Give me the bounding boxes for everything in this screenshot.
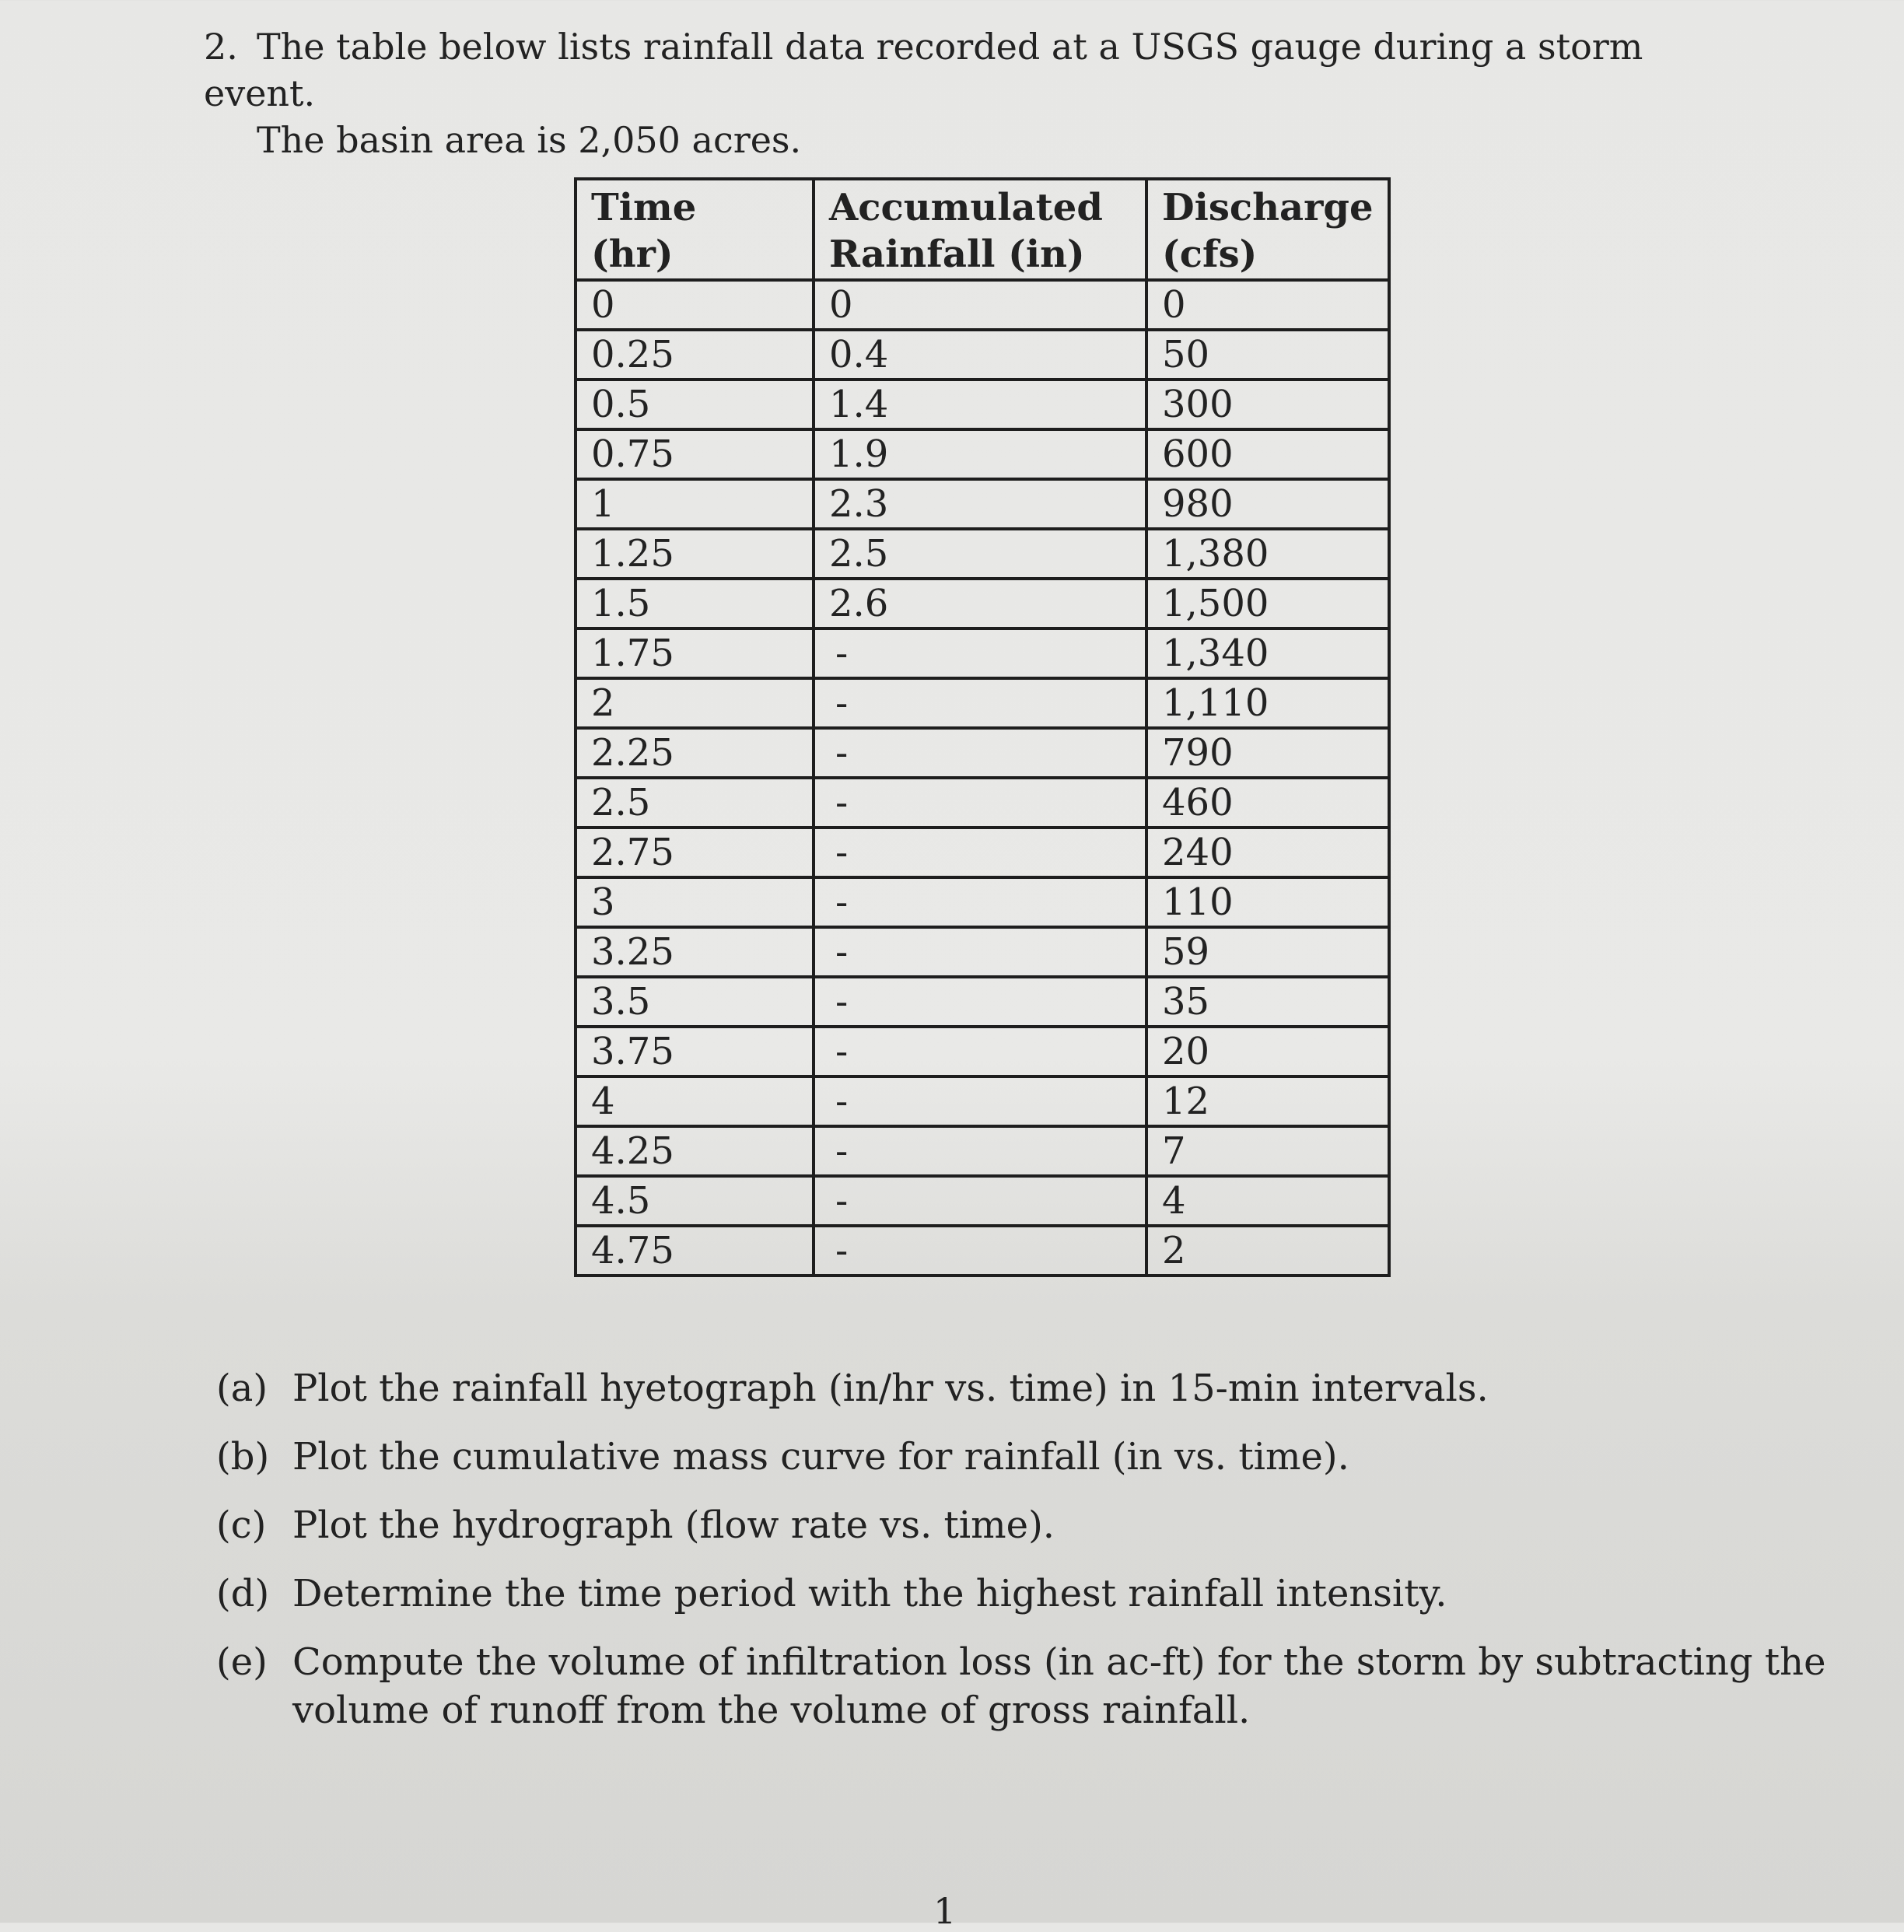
cell-accumulated-rainfall: -	[814, 1076, 1146, 1126]
cell-time: 2.25	[576, 728, 814, 778]
cell-accumulated-rainfall: -	[814, 828, 1146, 877]
cell-time: 0.75	[576, 429, 814, 479]
question-number: 2.	[204, 26, 238, 68]
cell-accumulated-rainfall: -	[814, 728, 1146, 778]
table-row	[576, 1027, 1389, 1076]
cell-discharge: 1,340	[1146, 628, 1389, 678]
question-part	[216, 1433, 1850, 1481]
page-number: 1	[933, 1890, 957, 1932]
cell-discharge: 1,380	[1146, 529, 1389, 579]
cell-time: 4.5	[576, 1176, 814, 1226]
part-text: Plot the cumulative mass curve for rainfall (in vs. time).	[292, 1435, 1349, 1479]
cell-time: 1.75	[576, 628, 814, 678]
cell-accumulated-rainfall: -	[814, 678, 1146, 728]
cell-accumulated-rainfall: -	[814, 1226, 1146, 1276]
question-part	[216, 1501, 1850, 1549]
table-row	[576, 1226, 1389, 1276]
table-row	[576, 330, 1389, 380]
cell-time: 0	[576, 280, 814, 330]
cell-discharge: 59	[1146, 927, 1389, 977]
table-row	[576, 877, 1389, 927]
cell-time: 3.25	[576, 927, 814, 977]
cell-accumulated-rainfall: -	[814, 628, 1146, 678]
cell-time: 2.75	[576, 828, 814, 877]
cell-discharge: 7	[1146, 1126, 1389, 1176]
table-body	[576, 280, 1389, 1276]
part-label: (e)	[216, 1640, 268, 1684]
table-row	[576, 529, 1389, 579]
cell-accumulated-rainfall: -	[814, 977, 1146, 1027]
cell-accumulated-rainfall: 0	[814, 280, 1146, 330]
cell-discharge: 1,110	[1146, 678, 1389, 728]
part-label: (c)	[216, 1503, 267, 1547]
part-text: Determine the time period with the highest rainfall intensity.	[292, 1572, 1447, 1615]
table-row	[576, 280, 1389, 330]
cell-time: 1.5	[576, 579, 814, 628]
question-line-2: The basin area is 2,050 acres.	[257, 119, 802, 161]
table-row	[576, 1076, 1389, 1126]
cell-time: 4	[576, 1076, 814, 1126]
table-row	[576, 1176, 1389, 1226]
cell-accumulated-rainfall: -	[814, 1126, 1146, 1176]
table-row	[576, 429, 1389, 479]
table-row	[576, 479, 1389, 529]
header-discharge: Discharge (cfs)	[1146, 179, 1389, 280]
cell-time: 4.25	[576, 1126, 814, 1176]
question-part	[216, 1570, 1850, 1618]
table-row	[576, 628, 1389, 678]
cell-accumulated-rainfall: -	[814, 1027, 1146, 1076]
cell-accumulated-rainfall: 2.5	[814, 529, 1146, 579]
cell-discharge: 1,500	[1146, 579, 1389, 628]
cell-discharge: 600	[1146, 429, 1389, 479]
cell-discharge: 790	[1146, 728, 1389, 778]
part-text: Plot the hydrograph (flow rate vs. time).	[292, 1503, 1055, 1547]
cell-accumulated-rainfall: -	[814, 1176, 1146, 1226]
table-header-row	[576, 179, 1389, 280]
part-text: Plot the rainfall hyetograph (in/hr vs. time) in 15-min intervals.	[292, 1367, 1489, 1410]
table-row	[576, 380, 1389, 429]
cell-discharge: 300	[1146, 380, 1389, 429]
table-row	[576, 828, 1389, 877]
cell-accumulated-rainfall: 1.4	[814, 380, 1146, 429]
question-line-1: The table below lists rainfall data recorded at a USGS gauge during a storm event.	[204, 26, 1643, 114]
rainfall-discharge-table	[574, 177, 1391, 1277]
part-label: (b)	[216, 1435, 270, 1479]
header-accumulated-rainfall: Accumulated Rainfall (in)	[814, 179, 1146, 280]
part-text: Compute the volume of infiltration loss (in ac-ft) for the storm by subtracting the volume of runoff from the volume of gross rainfall.	[292, 1640, 1826, 1732]
cell-time: 3	[576, 877, 814, 927]
table-row	[576, 678, 1389, 728]
cell-time: 1.25	[576, 529, 814, 579]
question-part	[216, 1638, 1850, 1734]
cell-discharge: 110	[1146, 877, 1389, 927]
cell-discharge: 50	[1146, 330, 1389, 380]
cell-discharge: 12	[1146, 1076, 1389, 1126]
question-parts	[216, 1364, 1850, 1755]
table-row	[576, 1126, 1389, 1176]
cell-accumulated-rainfall: 2.6	[814, 579, 1146, 628]
cell-time: 3.75	[576, 1027, 814, 1076]
cell-time: 3.5	[576, 977, 814, 1027]
cell-accumulated-rainfall: 0.4	[814, 330, 1146, 380]
cell-discharge: 0	[1146, 280, 1389, 330]
cell-time: 2.5	[576, 778, 814, 828]
cell-accumulated-rainfall: -	[814, 877, 1146, 927]
question-statement	[204, 23, 1759, 163]
cell-accumulated-rainfall: -	[814, 927, 1146, 977]
cell-time: 2	[576, 678, 814, 728]
cell-discharge: 20	[1146, 1027, 1389, 1076]
cell-discharge: 980	[1146, 479, 1389, 529]
table-row	[576, 728, 1389, 778]
cell-discharge: 35	[1146, 977, 1389, 1027]
cell-time: 1	[576, 479, 814, 529]
cell-discharge: 4	[1146, 1176, 1389, 1226]
cell-discharge: 460	[1146, 778, 1389, 828]
cell-discharge: 240	[1146, 828, 1389, 877]
header-time: Time (hr)	[576, 179, 814, 280]
cell-accumulated-rainfall: 1.9	[814, 429, 1146, 479]
cell-time: 0.25	[576, 330, 814, 380]
part-label: (a)	[216, 1367, 268, 1410]
cell-discharge: 2	[1146, 1226, 1389, 1276]
table-row	[576, 927, 1389, 977]
table-row	[576, 977, 1389, 1027]
cell-time: 0.5	[576, 380, 814, 429]
cell-time: 4.75	[576, 1226, 814, 1276]
cell-accumulated-rainfall: 2.3	[814, 479, 1146, 529]
table-row	[576, 579, 1389, 628]
table-row	[576, 778, 1389, 828]
cell-accumulated-rainfall: -	[814, 778, 1146, 828]
part-label: (d)	[216, 1572, 270, 1615]
question-part	[216, 1364, 1850, 1412]
